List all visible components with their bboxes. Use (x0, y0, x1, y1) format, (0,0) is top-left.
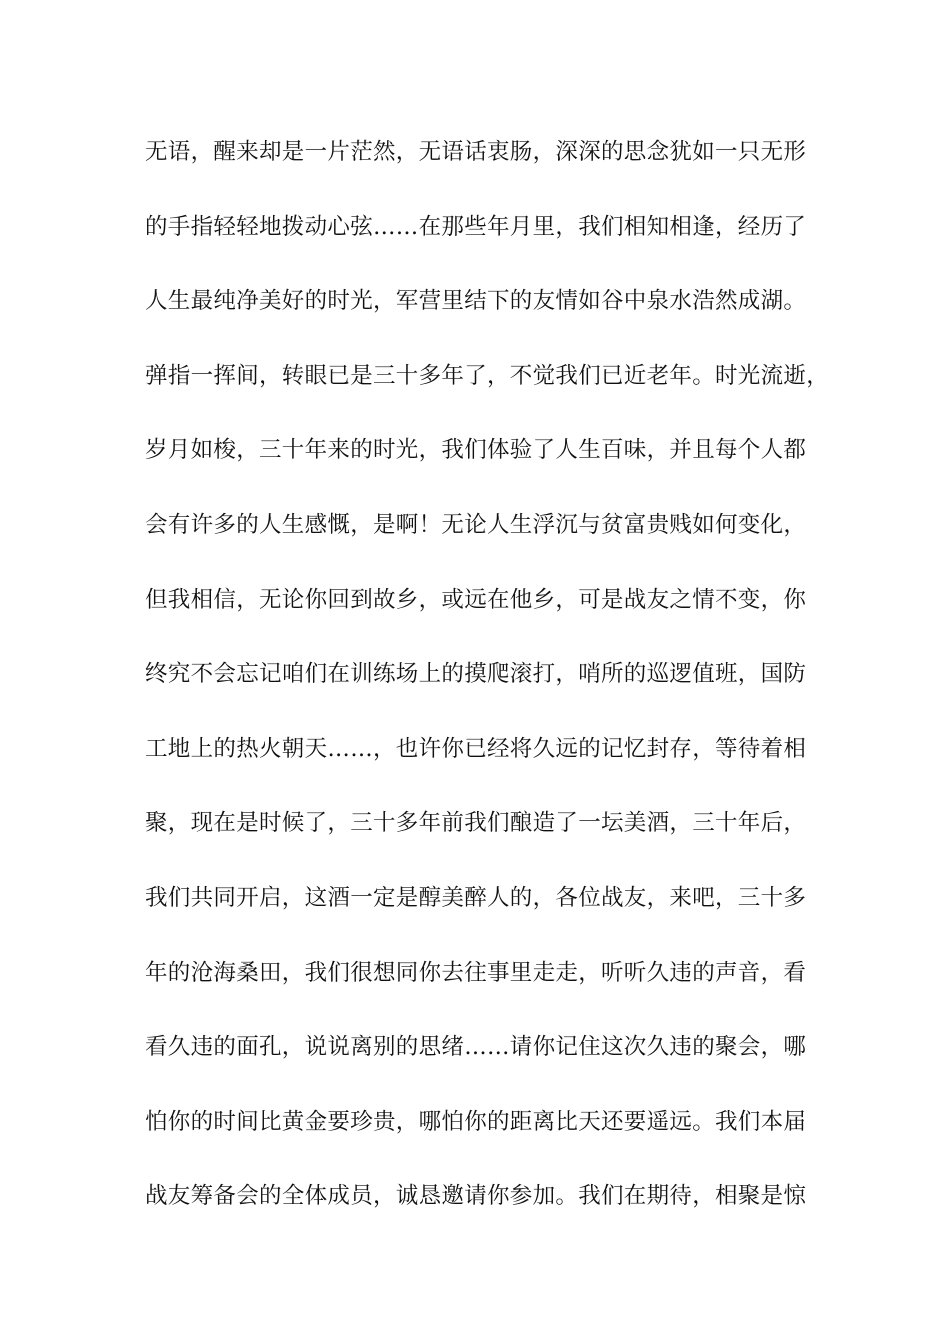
text-line: 岁月如梭，三十年来的时光，我们体验了人生百味，并且每个人都 (145, 437, 807, 464)
text-line: 我们共同开启，这酒一定是醇美醉人的，各位战友，来吧，三十多 (145, 884, 807, 911)
text-line: 聚，现在是时候了，三十多年前我们酿造了一坛美酒，三十年后， (145, 810, 807, 837)
text-line: 无语，醒来却是一片茫然，无语话衷肠，深深的思念犹如一只无形 (145, 139, 807, 165)
text-line: 会有许多的人生感慨，是啊！无论人生浮沉与贫富贵贱如何变化， (145, 511, 807, 538)
text-line: 终究不会忘记咱们在训练场上的摸爬滚打，哨所的巡逻值班，国防 (145, 661, 807, 688)
text-line: 看久违的面孔，说说离别的思绪……请你记住这次久违的聚会，哪 (145, 1034, 807, 1061)
text-line: 年的沧海桑田，我们很想同你去往事里走走，听听久违的声音，看 (145, 959, 807, 986)
text-line: 但我相信，无论你回到故乡，或远在他乡，可是战友之情不变，你 (145, 586, 807, 613)
text-line: 人生最纯净美好的时光，军营里结下的友情如谷中泉水浩然成湖。 (145, 288, 807, 315)
text-line: 怕你的时间比黄金要珍贵，哪怕你的距离比天还要遥远。我们本届 (145, 1108, 807, 1135)
text-line: 弹指一挥间，转眼已是三十多年了，不觉我们已近老年。时光流逝， (145, 362, 830, 389)
text-line: 工地上的热火朝天……，也许你已经将久远的记忆封存，等待着相 (145, 735, 807, 762)
text-line: 的手指轻轻地拨动心弦……在那些年月里，我们相知相逢，经历了 (145, 213, 807, 240)
body-text (145, 128, 845, 1247)
text-line: 战友筹备会的全体成员，诚恳邀请你参加。我们在期待，相聚是惊 (145, 1183, 807, 1210)
